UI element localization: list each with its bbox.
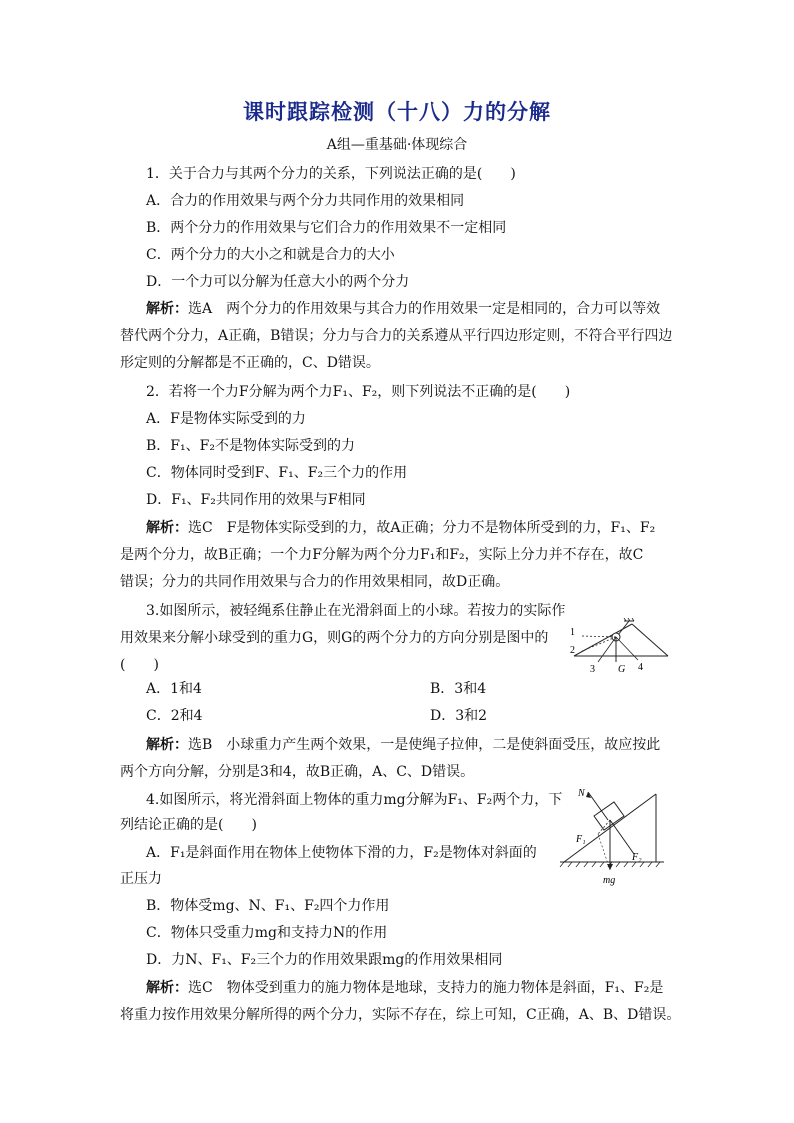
q4-option-c: C．物体只受重力mg和支持力N的作用: [146, 925, 388, 941]
explanation-text: 选C 物体受到重力的施力物体是地球，支持力的施力物体是斜面，F₁、F₂是: [188, 980, 664, 996]
parallelogram-line: [598, 834, 610, 870]
label-3: 3: [590, 664, 595, 675]
page-title: 课时跟踪检测（十八）力的分解: [243, 99, 551, 124]
label-2: 2: [570, 645, 575, 656]
explanation-text: 选B 小球重力产生两个效果，一是使绳子拉伸，二是使斜面受压，故应按此: [188, 737, 661, 753]
incline-side: [632, 624, 668, 656]
q2-option-c: C．物体同时受到F、F₁、F₂三个力的作用: [146, 465, 408, 481]
q4-stem-line2: 列结论正确的是( ): [120, 817, 257, 833]
q3-incline-ball-figure: [568, 618, 678, 678]
q3-option-b: B．3和4: [430, 681, 487, 697]
label-f1: F₁: [576, 834, 586, 845]
q4-incline-block-figure: [558, 784, 670, 888]
direction-4-line: [616, 637, 638, 660]
explanation-label: 解析：: [146, 980, 188, 996]
q3-option-a: A．1和4: [146, 681, 202, 697]
q2-explanation-line1: [146, 518, 655, 538]
q1-option-c: C．两个分力的大小之和就是合力的大小: [146, 247, 395, 263]
q4-explanation-line1: [146, 978, 663, 998]
q3-option-d: D．3和2: [430, 708, 488, 724]
q4-explanation-line2: 将重力按作用效果分解所得的两个分力，实际不存在，综上可知，C正确，A、B、D错误。: [120, 1007, 681, 1023]
q1-explanation-line3: 形定则的分解都是不正确的，C、D错误。: [120, 355, 380, 371]
q1-explanation-line2: 替代两个分力，A正确，B错误；分力与合力的关系遵从平行四边形定则，不符合平行四边: [120, 328, 673, 344]
q4-option-a-line2: 正压力: [120, 871, 162, 887]
q2-explanation-line2: 是两个分力，故B正确；一个力F分解为两个分力F₁和F₂，实际上分力并不存在，故C: [120, 547, 644, 563]
q1-stem: 1．关于合力与其两个分力的关系，下列说法正确的是( ): [146, 166, 516, 182]
q4-stem-line1: 4.如图所示，将光滑斜面上物体的重力mg分解为F₁、F₂两个力，下: [146, 792, 563, 808]
q1-explanation-line1: [146, 299, 660, 319]
q2-explanation-line3: 错误；分力的共同作用效果与合力的作用效果相同，故D正确。: [120, 574, 510, 590]
section-heading: A组—重基础·体现综合: [326, 137, 468, 153]
q1-option-b: B．两个分力的作用效果与它们合力的作用效果不一定相同: [146, 220, 507, 236]
q2-option-b: B．F₁、F₂不是物体实际受到的力: [146, 438, 355, 454]
q2-option-d: D．F₁、F₂共同作用的效果与F相同: [146, 492, 366, 508]
q3-stem-line2: 用效果来分解小球受到的重力G，则G的两个分力的方向分别是图中的: [120, 630, 549, 646]
label-g: G: [618, 664, 626, 675]
q4-option-a-line1: A．F₁是斜面作用在物体上使物体下滑的力，F₂是物体对斜面的: [146, 845, 537, 861]
q2-stem: 2．若将一个力F分解为两个力F₁、F₂，则下列说法不正确的是( ): [146, 384, 571, 400]
q2-option-a: A．F是物体实际受到的力: [146, 411, 306, 427]
q3-explanation-line1: [146, 735, 660, 755]
q1-option-d: D．一个力可以分解为任意大小的两个分力: [146, 274, 410, 290]
q3-option-c: C．2和4: [146, 708, 203, 724]
q4-option-d: D．力N、F₁、F₂三个力的作用效果跟mg的作用效果相同: [146, 952, 503, 968]
label-n: N: [578, 788, 585, 799]
explanation-label: 解析：: [146, 520, 188, 536]
label-mg: mg: [603, 875, 616, 886]
label-f2: F₂: [632, 852, 642, 863]
explanation-text: 选C F是物体实际受到的力，故A正确；分力不是物体所受到的力，F₁、F₂: [188, 520, 656, 536]
q3-stem-line1: 3.如图所示，被轻绳系住静止在光滑斜面上的小球。若按力的实际作: [146, 603, 566, 619]
label-1: 1: [570, 627, 575, 638]
q4-option-b: B．物体受mg、N、F₁、F₂四个力作用: [146, 898, 390, 914]
rope: [618, 621, 629, 635]
q3-explanation-line2: 两个方向分解，分别是3和4，故B正确，A、C、D错误。: [120, 764, 475, 780]
explanation-text: 选A 两个分力的作用效果与其合力的作用效果一定是相同的，合力可以等效: [188, 301, 661, 317]
label-4: 4: [638, 662, 643, 673]
q1-option-a: A．合力的作用效果与两个分力共同作用的效果相同: [146, 193, 465, 209]
q3-stem-line3: ( ): [120, 657, 159, 673]
explanation-label: 解析：: [146, 737, 188, 753]
explanation-label: 解析：: [146, 301, 188, 317]
f2-component-arrow: [610, 820, 634, 854]
